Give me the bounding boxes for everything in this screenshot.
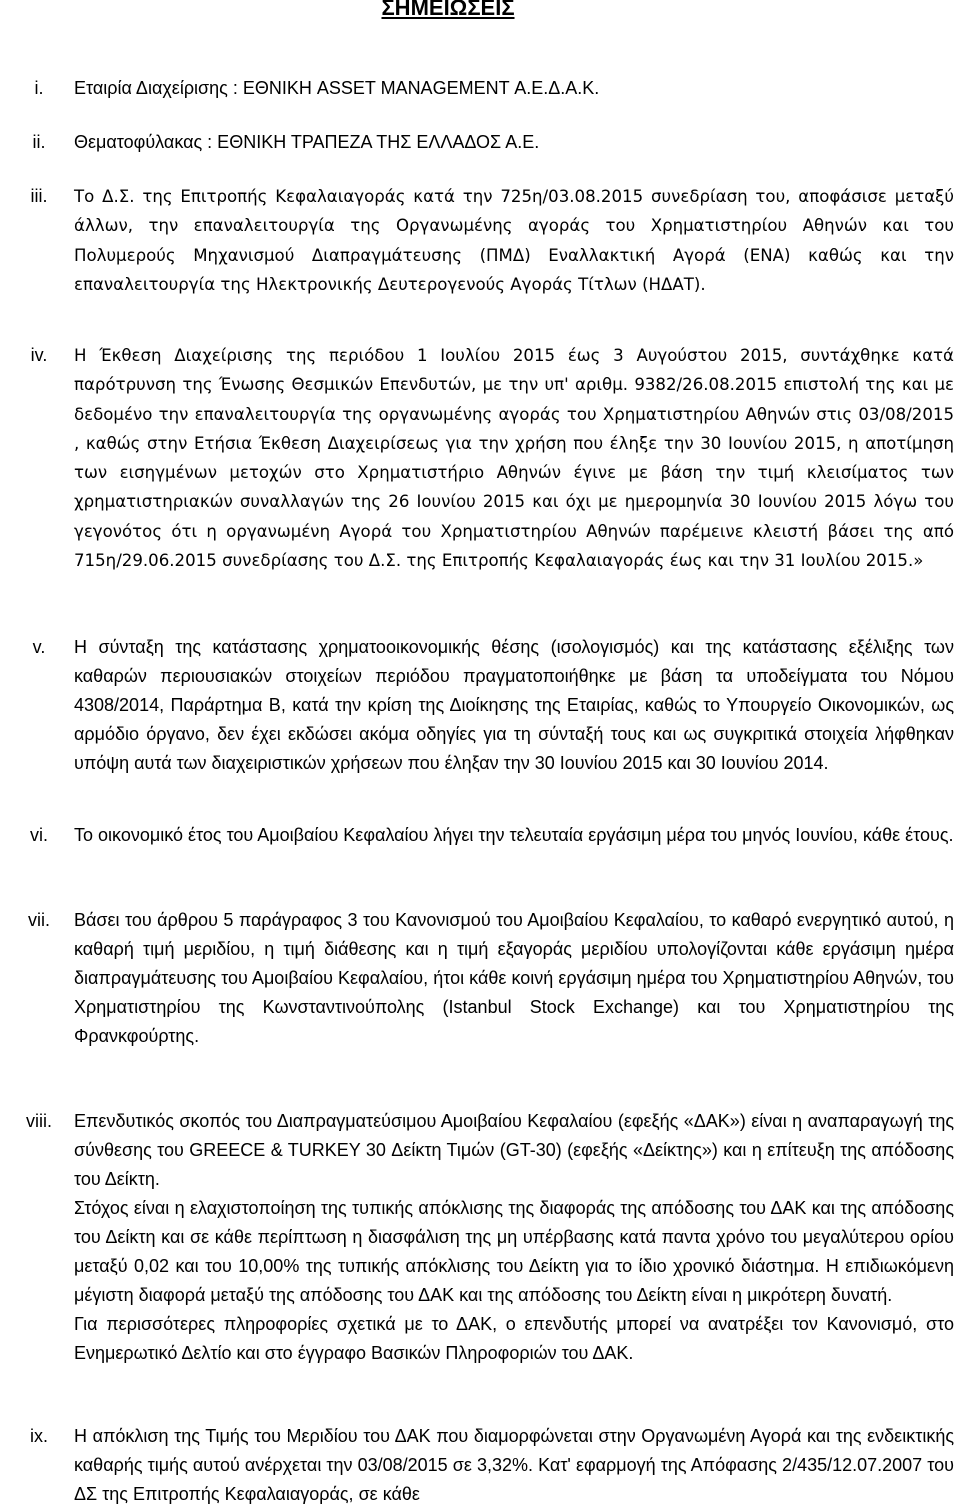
note-number: ii. [32,132,46,152]
note-text: Βάσει του άρθρου 5 παράγραφος 3 του Κανονισμού του Αμοιβαίου Κεφαλαίου, το καθαρό ενεργητικό αυτού, η καθαρή τιμή μεριδίου, η τιμή διάθεσης και η τιμή εξαγοράς μεριδίου υπολογίζονται κάθε εργάσιμη ημέρα διαπραγμάτευσης του Αμοιβαίου Κεφαλαίου, ήτοι κάθε κοινή εργάσιμη ημέρα του Χρηματιστηρίου Αθηνών, του Χρηματιστηρίου της Κωνσταντινούπολης (Istanbul Stock Exchange) και του Χρηματιστηρίου της Φρανκφούρτης. [74,910,954,1046]
note-text: Το Δ.Σ. της Επιτροπής Κεφαλαιαγοράς κατά την 725η/03.08.2015 συνεδρίαση του, αποφάσισε μεταξύ άλλων, την επαναλειτουργία της Οργανωμένης αγοράς του Χρηματιστηρίου Αθηνών και του Πολυμερούς Μηχανισμού Διαπραγμάτευσης (ΠΜΔ) Εναλλακτική Αγορά (ΕΝΑ) καθώς και την επαναλειτουργία της Ηλεκτρονικής Δευτερογενούς Αγοράς Τίτλων (ΗΔΑΤ). [74,187,954,294]
note-text [74,1107,954,1368]
note-text: Εταιρία Διαχείρισης : ΕΘΝΙΚΗ ASSET MANAGEMENT Α.Ε.Δ.Α.Κ. [74,78,600,98]
note-text: Η σύνταξη της κατάστασης χρηματοοικονομικής θέσης (ισολογισμός) και της κατάστασης εξέλιξης των καθαρών περιουσιακών στοιχείων περιόδου πραγματοποιήθηκε με βάση τα υποδείγματα του Νόμου 4308/2014, Παράρτημα Β, κατά την κρίση της Διοίκησης της Εταιρίας, καθώς το Υπουργείο Οικονομικών, ως αρμόδιο όργανο, δεν έχει εκδώσει ακόμα οδηγίες για τη σύνταξή τους και ως συγκριτικά στοιχεία λήφθηκαν υπόψη αυτά των διαχειριστικών χρήσεων που έληξαν την 30 Ιουνίου 2015 και 30 Ιουνίου 2014. [74,637,954,773]
note-paragraph: Επενδυτικός σκοπός του Διαπραγματεύσιμου Αμοιβαίου Κεφαλαίου (εφεξής «ΔΑΚ») είναι η αναπαραγωγή της σύνθεσης του GREECE & TURKEY 30 Δείκτη Τιμών (GT-30) (εφεξής «Δείκτης») και η επίτευξη της απόδοσης του Δείκτη. [74,1111,954,1189]
note-number: v. [32,637,46,657]
note-number: ix. [30,1426,48,1446]
note-paragraph: Για περισσότερες πληροφορίες σχετικά με το ΔΑΚ, ο επενδυτής μπορεί να ανατρέξει τον Κανονισμό, στο Ενημερωτικό Δελτίο και στο έγγραφο Βασικών Πληροφοριών του ΔΑΚ. [74,1314,954,1363]
note-text: Το οικονομικό έτος του Αμοιβαίου Κεφαλαίου λήγει την τελευταία εργάσιμη μέρα του μηνός Ιουνίου, κάθε έτους. [74,825,954,845]
note-number: vi. [30,825,48,845]
note-paragraph: Στόχος είναι η ελαχιστοποίηση της τυπικής απόκλισης της διαφοράς της απόδοσης του ΔΑΚ και της απόδοσης του Δείκτη και σε κάθε περίπτωση η διασφάλιση της μη υπέρβασης κατά παντα χρόνο του μεγαλύτερου ορίου μεταξύ 0,02 και του 10,00% της τυπικής απόκλισης του Δείκτη για το ίδιο χρονικό διάστημα. Η επιδιωκόμενη μέγιστη διαφορά μεταξύ της απόδοσης του ΔΑΚ και της απόδοσης του Δείκτη είναι η μικρότερη δυνατή. [74,1198,954,1305]
note-number: iii. [30,186,48,206]
note-number: iv. [30,345,48,365]
note-number: vii. [28,910,50,930]
note-text: Η Έκθεση Διαχείρισης της περιόδου 1 Ιουλίου 2015 έως 3 Αυγούστου 2015, συντάχθηκε κατά παρότρυνση της Ένωσης Θεσμικών Επενδυτών, με την υπ' αριθμ. 9382/26.08.2015 επιστολή της και με δεδομένο την επαναλειτουργία της οργανωμένης αγοράς του Χρηματιστηρίου Αθηνών στις 03/08/2015 , καθώς στην Ετήσια Έκθεση Διαχειρίσεως για την χρήση που έληξε την 30 Ιουνίου 2015, η αποτίμηση των εισηγμένων μετοχών στο Χρηματιστήριο Αθηνών έγινε με βάση την τιμή κλεισίματος των χρηματιστηριακών συναλλαγών της 26 Ιουνίου 2015 και όχι με ημερομηνία 30 Ιουνίου 2015 λόγω του γεγονότος ότι η οργανωμένη Αγορά του Χρηματιστηρίου Αθηνών παρέμεινε κλειστή βάσει της από 715η/29.06.2015 συνεδρίασης του Δ.Σ. της Επιτροπής Κεφαλαιαγοράς έως και την 31 Ιουλίου 2015.» [74,346,954,571]
note-text: Η απόκλιση της Τιμής του Μεριδίου του ΔΑΚ που διαμορφώνεται στην Οργανωμένη Αγορά και της ενδεικτικής καθαρής τιμής αυτού ανέρχεται την 03/08/2015 σε 3,32%. Κατ' εφαρμογή της Απόφασης 2/435/12.07.2007 του ΔΣ της Επιτροπής Κεφαλαιαγοράς, σε κάθε [74,1426,954,1504]
note-number: viii. [26,1111,52,1131]
page-title: ΣΗΜΕΙΩΣΕΙΣ [381,0,515,20]
note-number: i. [34,78,44,98]
note-text: Θεματοφύλακας : ΕΘΝΙΚΗ ΤΡΑΠΕΖΑ ΤΗΣ ΕΛΛΑΔΟΣ Α.Ε. [74,132,540,152]
